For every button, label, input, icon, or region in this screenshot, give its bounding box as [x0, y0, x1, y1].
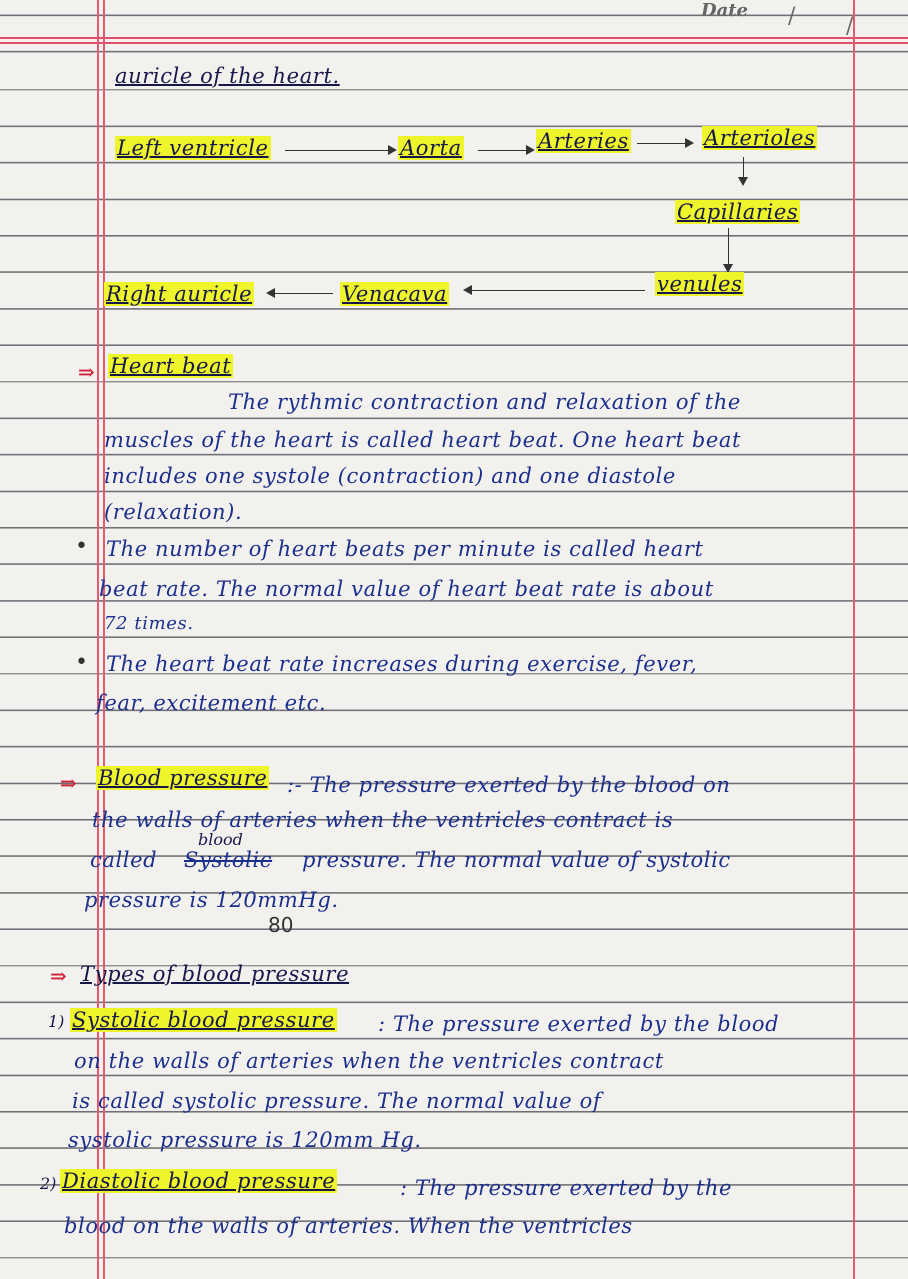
bullet1-line2: beat rate. The normal value of heart beat rate is about [99, 577, 714, 601]
bp-line3-called: called [90, 848, 158, 872]
bp-blood-insert: blood [198, 830, 243, 849]
flow-arrow-down-2 [728, 228, 729, 270]
flow-arrow-1 [285, 150, 395, 151]
flow-left-ventricle: Left ventricle [117, 136, 269, 160]
bullet2-line1: The heart beat rate increases during exercise, fever, [106, 652, 698, 676]
flow-arrow-4 [465, 290, 645, 291]
diastolic-line1: : The pressure exerted by the [400, 1176, 733, 1200]
heading-systolic: Systolic blood pressure [72, 1008, 335, 1032]
line-auricle: auricle of the heart. [115, 64, 340, 88]
heading-blood-pressure: Blood pressure [98, 766, 268, 790]
systolic-line1: : The pressure exerted by the blood [378, 1012, 780, 1036]
left-margin-line-2 [103, 0, 105, 1279]
bp-line3-struck: Systolic [184, 848, 273, 872]
left-margin-line [97, 0, 99, 1279]
para1-line1: The rythmic contraction and relaxation of the [228, 390, 741, 414]
diastolic-line2: blood on the walls of arteries. When the ventricles [64, 1214, 633, 1238]
flow-capillaries: Capillaries [677, 200, 799, 224]
flow-arteries: Arteries [538, 129, 629, 153]
systolic-line3: is called systolic pressure. The normal value of [72, 1089, 602, 1113]
bp-line4: pressure is 120mmHg. [84, 888, 339, 912]
heading-arrow-icon: ⇒ [60, 771, 77, 795]
top-margin-rule-2 [0, 42, 908, 44]
para1-line4: (relaxation). [104, 500, 243, 524]
heading-heartbeat: Heart beat [110, 354, 232, 378]
systolic-line4: systolic pressure is 120mm Hg. [68, 1128, 422, 1152]
bullet-1: • [75, 534, 88, 559]
bullet1-line1: The number of heart beats per minute is called heart [106, 537, 704, 561]
top-margin-rule [0, 37, 908, 39]
flow-venules: venules [657, 272, 743, 296]
bp-line1: :- The pressure exerted by the blood on [287, 773, 731, 797]
flow-right-auricle: Right auricle [106, 282, 253, 306]
bullet-2: • [75, 650, 88, 675]
bullet1-line3: 72 times. [104, 613, 194, 634]
right-margin-line [853, 0, 855, 1279]
date-label: Date [700, 0, 748, 21]
bp-line2: the walls of arteries when the ventricles contract is [92, 808, 674, 832]
flow-arrow-5 [268, 293, 333, 294]
bp-80: 80 [268, 913, 294, 937]
bullet2-line2: fear, excitement etc. [96, 691, 327, 715]
flow-arterioles: Arterioles [704, 126, 816, 150]
date-slash-1: / [788, 4, 796, 29]
flow-aorta: Aorta [400, 136, 462, 160]
heading-arrow-icon: ⇒ [50, 964, 67, 988]
types-item-1-number: 1) [48, 1012, 65, 1031]
flow-venacava: Venacava [342, 282, 448, 306]
flow-arrow-3 [637, 143, 692, 144]
types-item-2-number: 2) [40, 1174, 57, 1193]
heading-arrow-icon: ⇒ [78, 360, 95, 384]
systolic-line2: on the walls of arteries when the ventricles contract [74, 1049, 664, 1073]
para1-line2: muscles of the heart is called heart beat. One heart beat [104, 428, 742, 452]
heading-diastolic: Diastolic blood pressure [62, 1169, 336, 1193]
para1-line3: includes one systole (contraction) and one diastole [104, 464, 676, 488]
flow-arrow-down-1 [743, 157, 744, 183]
date-slash-2: / [846, 14, 854, 39]
bp-line3-rest: pressure. The normal value of systolic [302, 848, 731, 872]
heading-types: Types of blood pressure [80, 962, 350, 986]
flow-arrow-2 [478, 150, 533, 151]
